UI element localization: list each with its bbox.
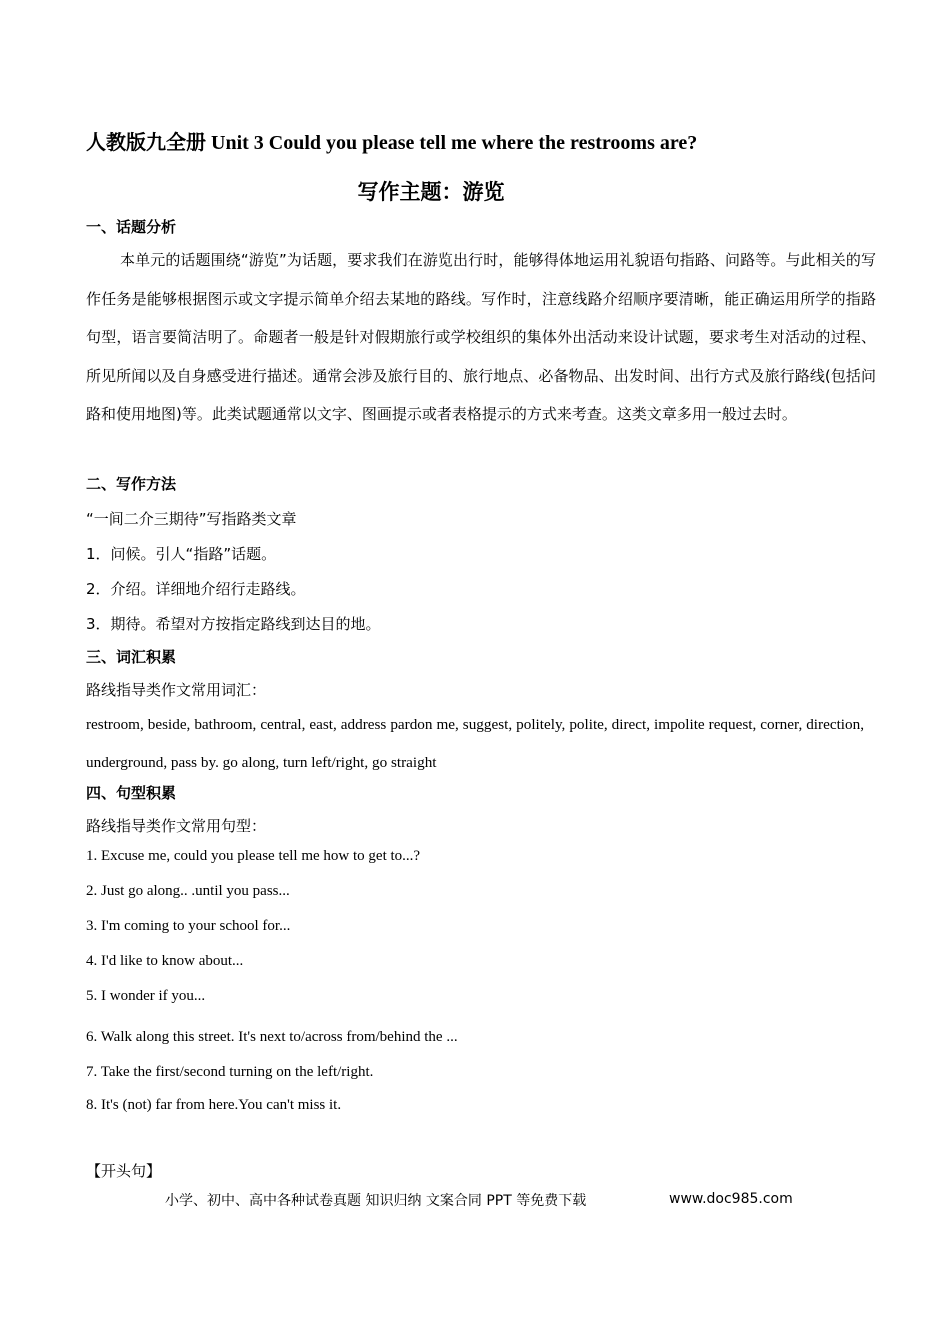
sentence-pattern-item: 6. Walk along this street. It's next to/across from/behind the ... <box>86 1029 458 1045</box>
writing-method-item: 3．期待。希望对方按指定路线到达目的地。 <box>86 615 381 633</box>
footer-link[interactable]: www.doc985.com <box>669 1191 793 1207</box>
document-title: 人教版九全册 Unit 3 Could you please tell me where the restrooms are? <box>86 132 698 154</box>
sentence-patterns-intro: 路线指导类作文常用句型： <box>86 817 267 835</box>
sentence-pattern-item: 3. I'm coming to your school for... <box>86 918 291 934</box>
section-heading-topic-analysis: 一、话题分析 <box>86 218 177 236</box>
sentence-pattern-item: 8. It's (not) far from here.You can't miss it. <box>86 1097 342 1113</box>
opening-sentence-label: 【开头句】 <box>86 1162 162 1180</box>
sentence-pattern-item: 4. I'd like to know about... <box>86 953 244 969</box>
sentence-pattern-item: 5. I wonder if you... <box>86 988 206 1004</box>
writing-method-intro: “一间二介三期待”写指路类文章 <box>86 510 297 528</box>
section-heading-writing-method: 二、写作方法 <box>86 475 177 493</box>
writing-method-item: 2．介绍。详细地介绍行走路线。 <box>86 580 306 598</box>
sentence-pattern-item: 1. Excuse me, could you please tell me how to get to...? <box>86 848 421 864</box>
vocabulary-intro: 路线指导类作文常用词汇： <box>86 681 267 699</box>
topic-analysis-paragraph: 本单元的话题围绕“游览”为话题，要求我们在游览出行时，能够得体地运用礼貌语句指路、问路等。与此相关的写作任务是能够根据图示或文字提示简单介绍去某地的路线。写作时，注意线路介绍顺序要清晰，能正确运用所学的指路句型，语言要简洁明了。命题者一般是针对假期旅行或学校组织的集体外出活动来设计试题，要求考生对活动的过程、所见所闻以及自身感受进行描述。通常会涉及旅行目的、旅行地点、必备物品、出发时间、出行方式及旅行路线(包括问路和使用地图)等。此类试题通常以文字、图画提示或者表格提示的方式来考查。这类文章多用一般过去时。 <box>86 251 876 423</box>
sentence-pattern-item: 7. Take the first/second turning on the left/right. <box>86 1064 374 1080</box>
sentence-pattern-item: 2. Just go along.. .until you pass... <box>86 883 290 899</box>
writing-method-item: 1．问候。引人“指路”话题。 <box>86 545 277 563</box>
section-heading-sentence-patterns: 四、句型积累 <box>86 784 177 802</box>
vocabulary-list: restroom, beside, bathroom, central, east, address pardon me, suggest, politely, polite, direct, impolite request, corner, direction, underground, pass by. go along, turn left/right, go straight <box>86 716 864 771</box>
section-heading-vocabulary: 三、词汇积累 <box>86 648 177 666</box>
footer-text: 小学、初中、高中各种试卷真题 知识归纳 文案合同 PPT 等免费下载 <box>165 1193 587 1209</box>
document-subtitle: 写作主题：游览 <box>357 180 505 204</box>
